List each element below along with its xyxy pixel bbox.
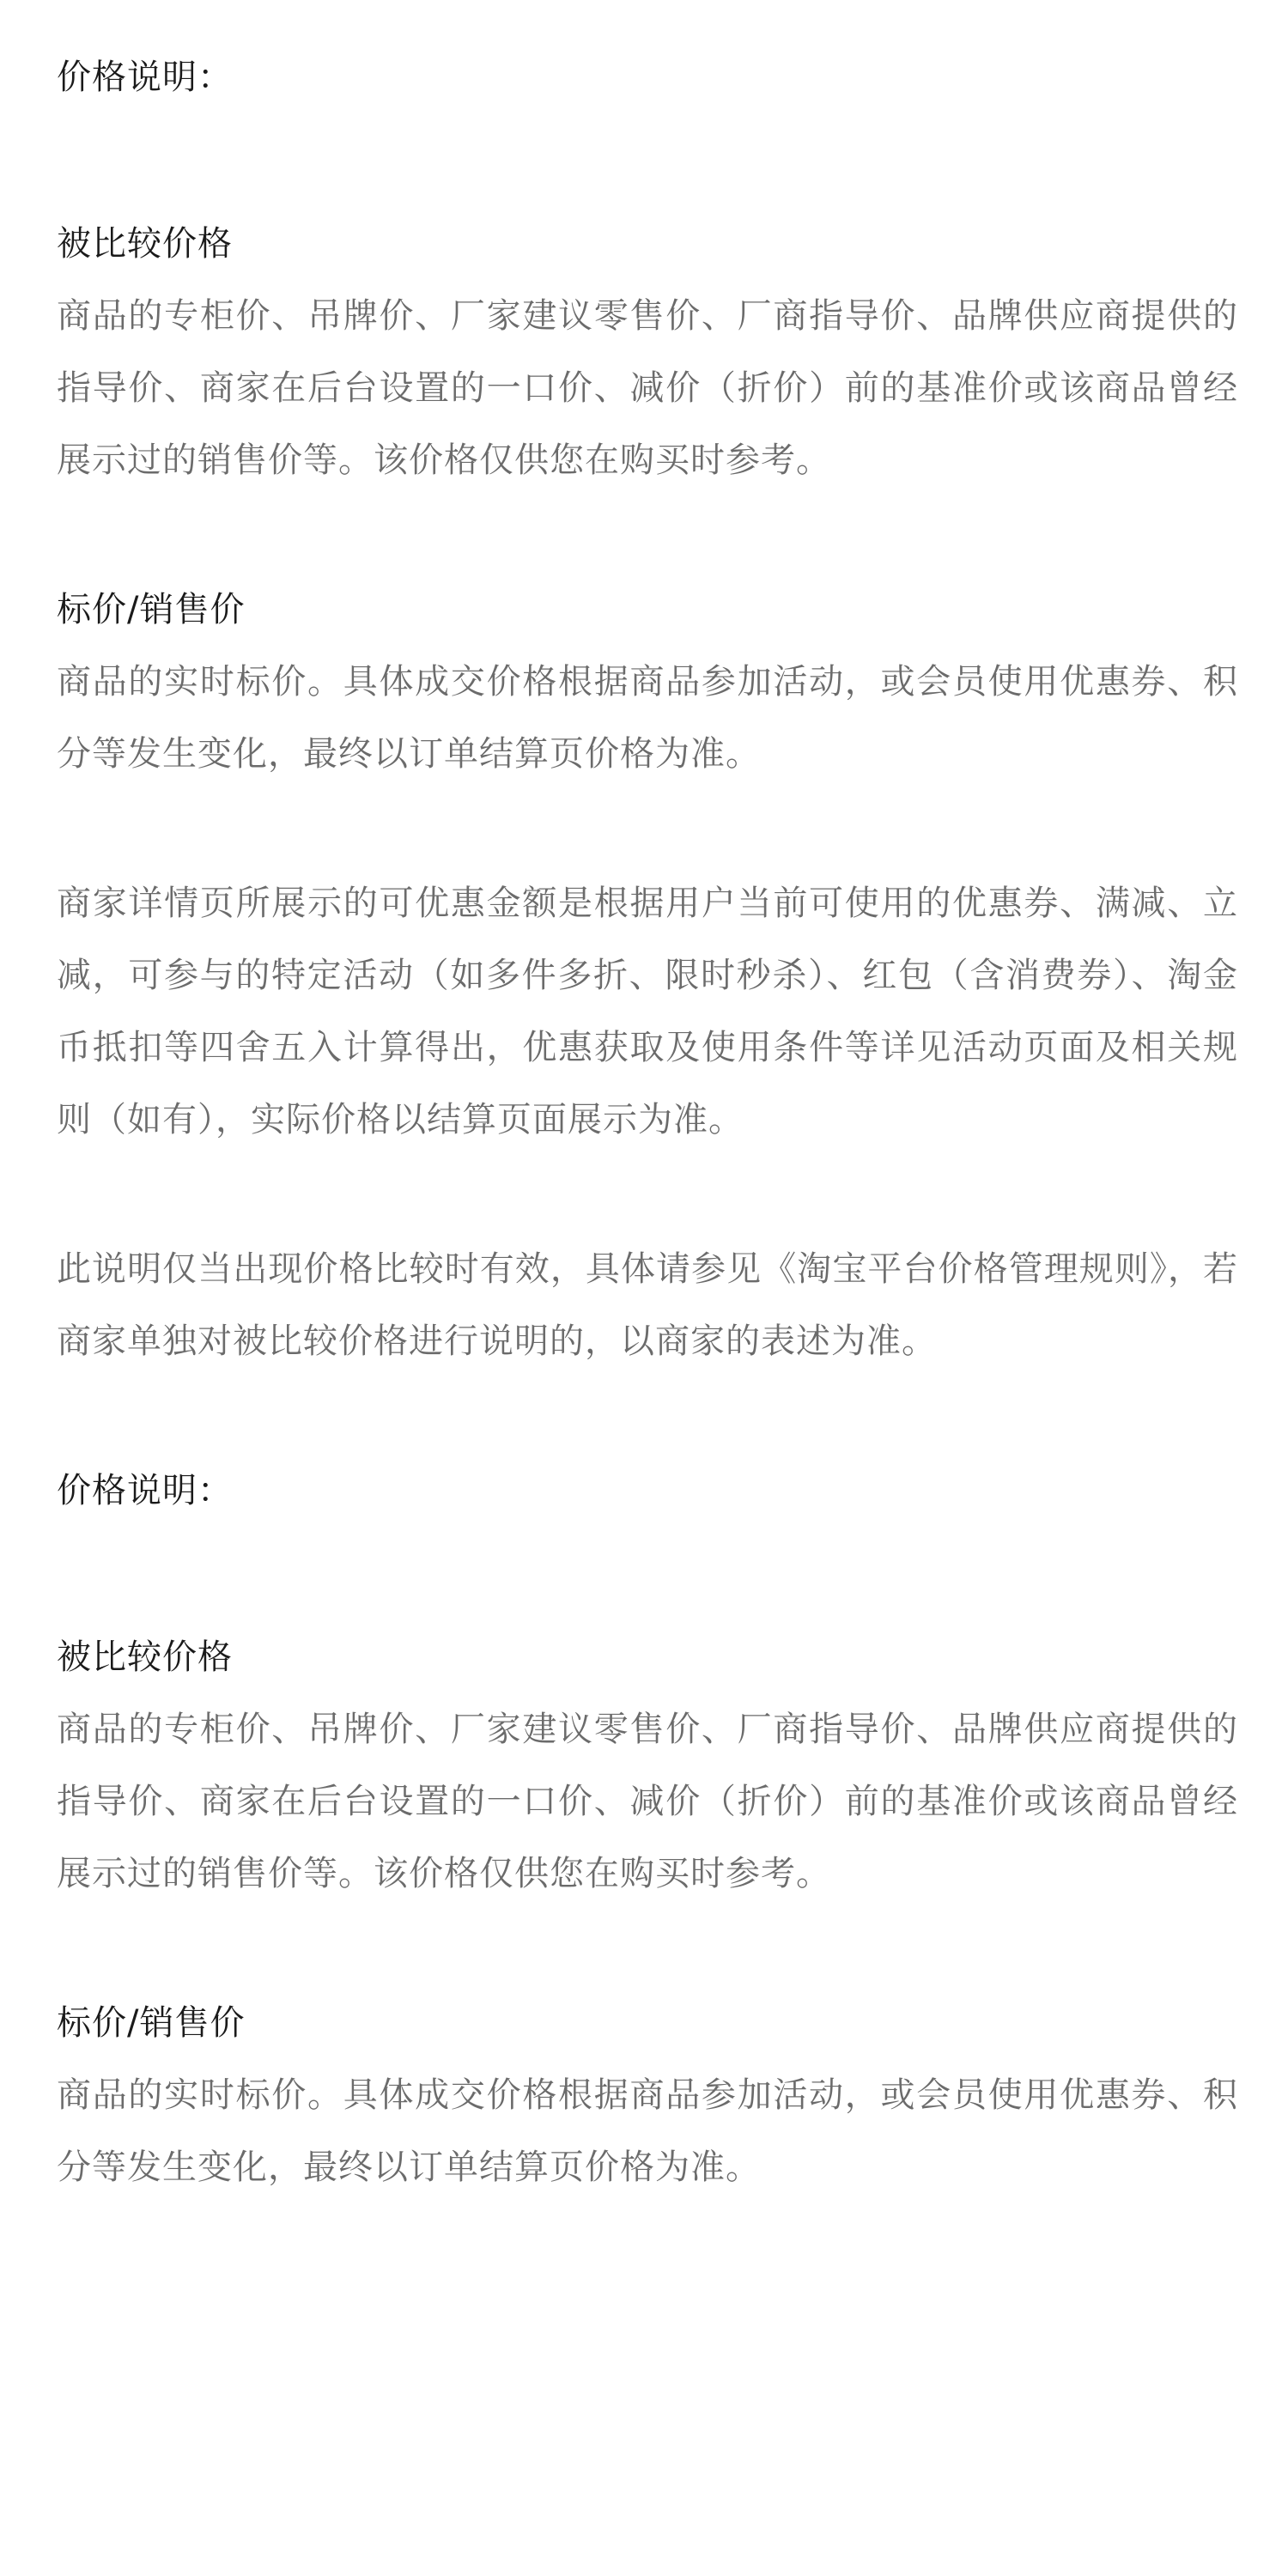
- list-price-description: 商品的实时标价。具体成交价格根据商品参加活动，或会员使用优惠券、积分等发生变化，最终以订单结算页价格为准。: [57, 2075, 1238, 2187]
- compared-price-section: [57, 208, 1238, 496]
- list-price-description: 商品的实时标价。具体成交价格根据商品参加活动，或会员使用优惠券、积分等发生变化，最终以订单结算页价格为准。: [57, 662, 1238, 774]
- list-price-heading: 标价/销售价: [57, 590, 246, 629]
- compared-price-description: 商品的专柜价、吊牌价、厂家建议零售价、厂商指导价、品牌供应商提供的指导价、商家在后台设置的一口价、减价（折价）前的基准价或该商品曾经展示过的销售价等。该价格仅供您在购买时参考。: [57, 296, 1238, 480]
- compared-price-heading: 被比较价格: [57, 1637, 233, 1677]
- discount-amount-note: 商家详情页所展示的可优惠金额是根据用户当前可使用的优惠券、满减、立减，可参与的特定活动（如多件多折、限时秒杀）、红包（含消费券）、淘金币抵扣等四舍五入计算得出，优惠获取及使用条件等详见活动页面及相关规则（如有），实际价格以结算页面展示为准。: [57, 884, 1238, 1139]
- price-explanation-title: 价格说明：: [57, 1471, 233, 1510]
- list-price-heading: 标价/销售价: [57, 2003, 246, 2043]
- compared-price-section: [57, 1621, 1238, 1910]
- compared-price-heading: 被比较价格: [57, 224, 233, 264]
- price-explanation-title: 价格说明：: [57, 58, 233, 97]
- list-price-section: [57, 1987, 1238, 2203]
- validity-note: 此说明仅当出现价格比较时有效，具体请参见《淘宝平台价格管理规则》，若商家单独对被比较价格进行说明的，以商家的表述为准。: [57, 1249, 1238, 1361]
- compared-price-description: 商品的专柜价、吊牌价、厂家建议零售价、厂商指导价、品牌供应商提供的指导价、商家在后台设置的一口价、减价（折价）前的基准价或该商品曾经展示过的销售价等。该价格仅供您在购买时参考。: [57, 1710, 1238, 1893]
- list-price-section: [57, 574, 1238, 790]
